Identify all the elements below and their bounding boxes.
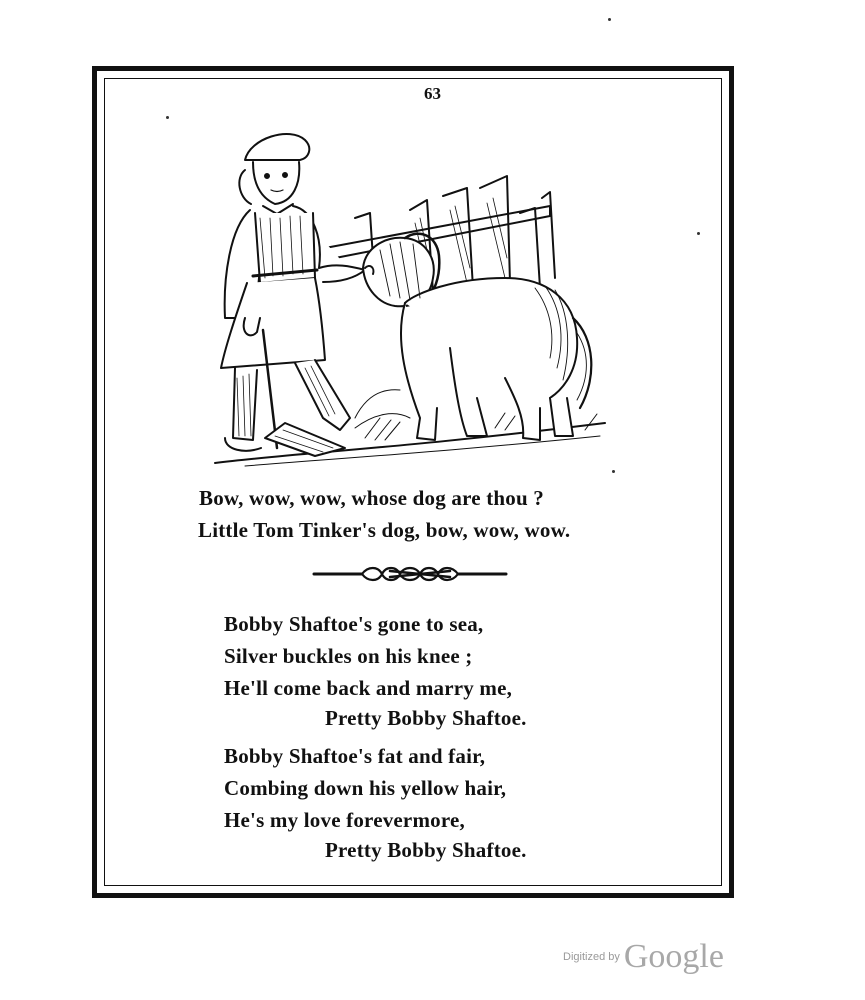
rhyme2-stanza1-line-1: Bobby Shaftoe's gone to sea,: [224, 612, 484, 636]
digitized-by-watermark: [563, 938, 724, 976]
rhyme2-stanza2-line-4: Pretty Bobby Shaftoe.: [325, 838, 527, 862]
google-logo: Google: [623, 938, 724, 975]
rhyme1-line-1: Bow, wow, wow, whose dog are thou ?: [199, 486, 544, 510]
rhyme2-stanza2-line-3: He's my love forevermore,: [224, 808, 465, 832]
print-speck: [608, 18, 611, 21]
rhyme2-stanza1-line-4: Pretty Bobby Shaftoe.: [325, 706, 527, 730]
digitized-by-label: Digitized by: [563, 951, 620, 963]
page-number: 63: [424, 84, 441, 103]
ornamental-divider-icon: [310, 563, 510, 585]
rhyme2-stanza2-line-1: Bobby Shaftoe's fat and fair,: [224, 744, 486, 768]
rhyme2-stanza1-line-2: Silver buckles on his knee ;: [224, 644, 473, 668]
rhyme1-line-2: Little Tom Tinker's dog, bow, wow, wow.: [198, 518, 571, 542]
boy-with-dog-engraving-icon: [205, 118, 615, 478]
rhyme2-stanza1-line-3: He'll come back and marry me,: [224, 676, 513, 700]
rhyme2-stanza2-line-2: Combing down his yellow hair,: [224, 776, 507, 800]
